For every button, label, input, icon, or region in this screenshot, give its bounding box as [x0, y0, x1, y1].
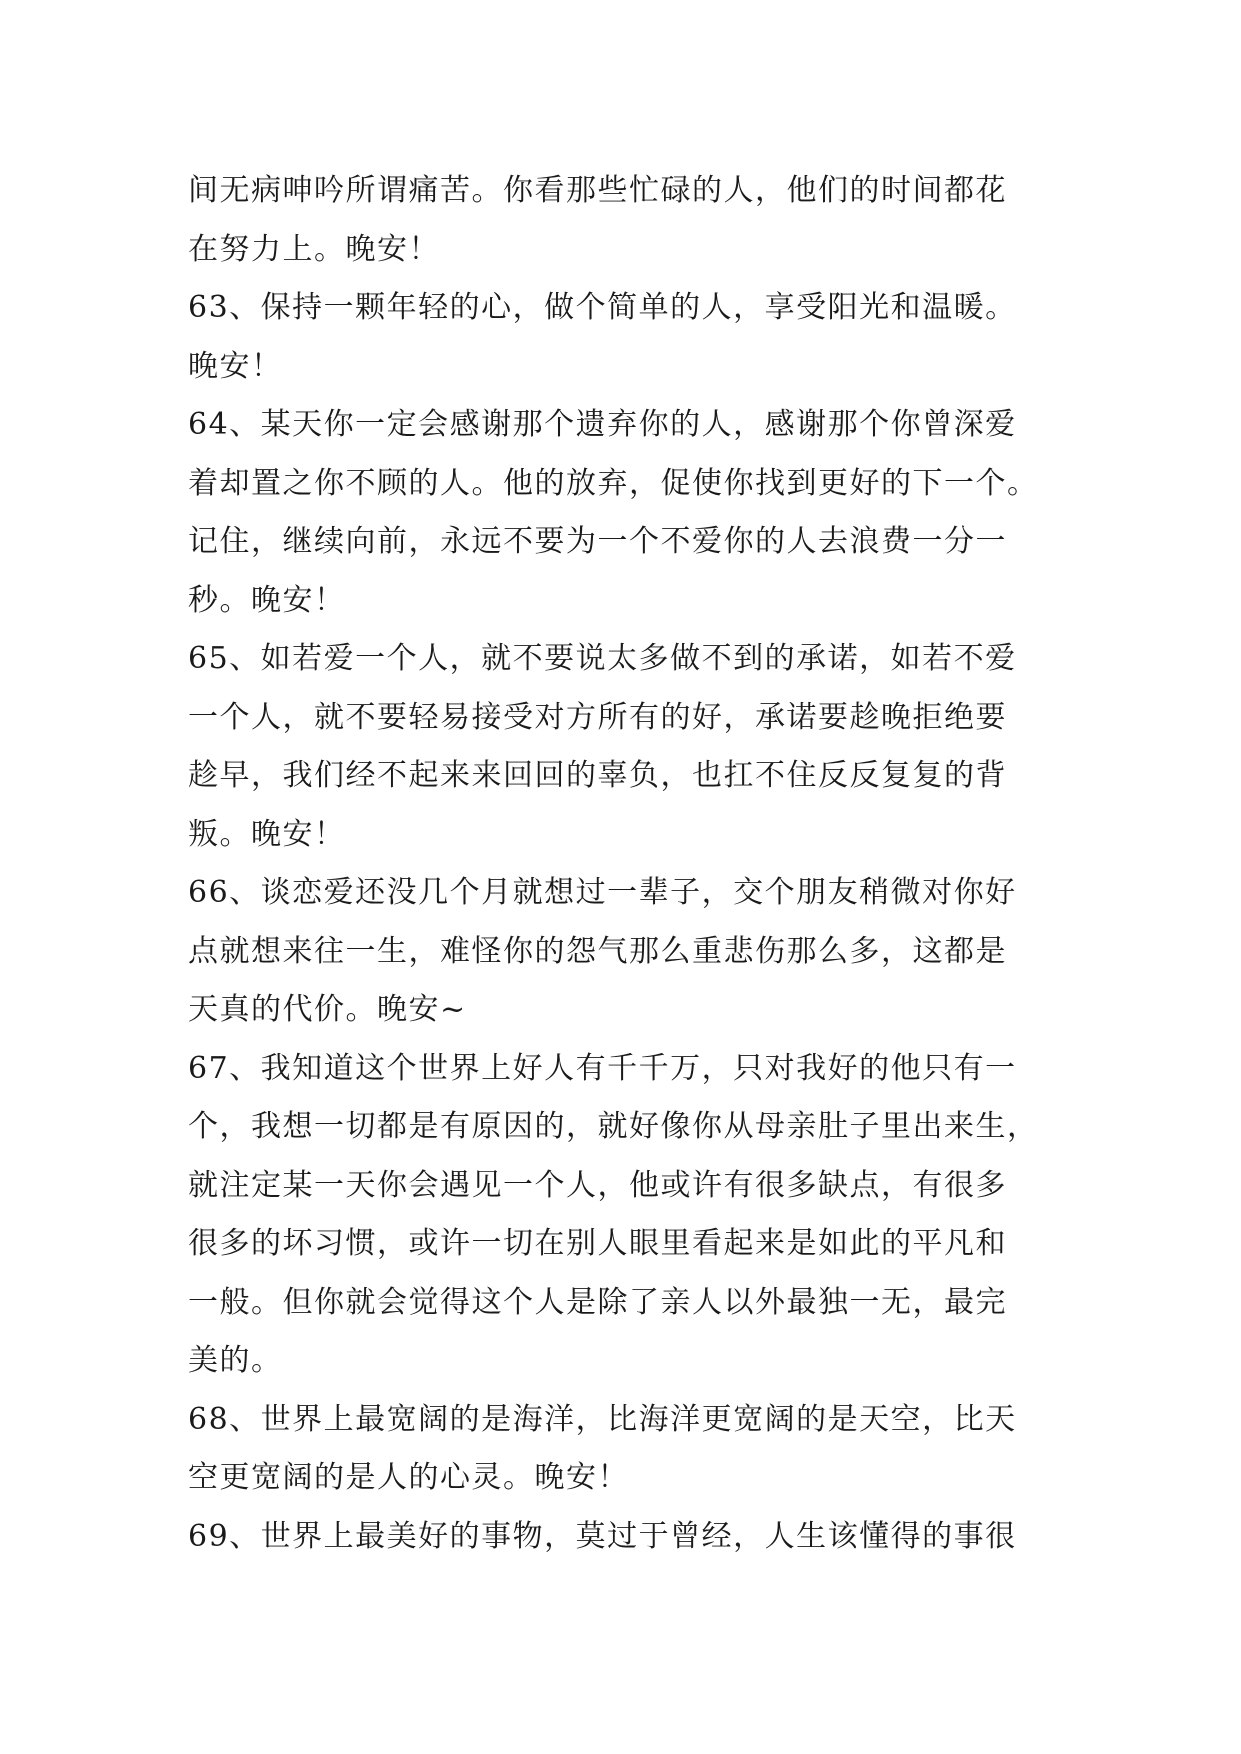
text-line: 在努力上。晚安！ — [188, 231, 440, 267]
text-line: 点就想来往一生，难怪你的怨气那么重悲伤那么多，这都是 — [188, 933, 1007, 969]
text-line: 很多的坏习惯，或许一切在别人眼里看起来是如此的平凡和 — [188, 1226, 1007, 1261]
text-line: 着却置之你不顾的人。他的放弃，促使你找到更好的下一个。 — [188, 465, 1039, 501]
text-line: 就注定某一天你会遇见一个人，他或许有很多缺点，有很多 — [188, 1167, 1007, 1203]
text-line: 67、我知道这个世界上好人有千千万，只对我好的他只有一 — [188, 1050, 1017, 1086]
text-line: 69、世界上最美好的事物，莫过于曾经，人生该懂得的事很 — [188, 1518, 1017, 1554]
text-line: 68、世界上最宽阔的是海洋，比海洋更宽阔的是天空，比天 — [188, 1401, 1017, 1437]
text-line: 秒。晚安！ — [188, 582, 346, 618]
text-line: 66、谈恋爱还没几个月就想过一辈子，交个朋友稍微对你好 — [188, 875, 1017, 910]
text-line: 记住，继续向前，永远不要为一个不爱你的人去浪费一分一 — [188, 524, 1007, 559]
text-line: 晚安！ — [188, 348, 283, 384]
text-line: 一般。但你就会觉得这个人是除了亲人以外最独一无，最完 — [188, 1284, 1007, 1320]
text-line: 叛。晚安！ — [188, 816, 346, 852]
text-line: 间无病呻吟所谓痛苦。你看那些忙碌的人，他们的时间都花 — [188, 173, 1007, 208]
text-line: 63、保持一颗年轻的心，做个简单的人，享受阳光和温暖。 — [188, 290, 1017, 325]
text-line: 64、某天你一定会感谢那个遗弃你的人，感谢那个你曾深爱 — [188, 407, 1017, 442]
text-line: 空更宽阔的是人的心灵。晚安！ — [188, 1460, 629, 1495]
text-line: 美的。 — [188, 1343, 283, 1378]
text-line: 趁早，我们经不起来来回回的辜负，也扛不住反反复复的背 — [188, 758, 1007, 793]
text-line: 65、如若爱一个人，就不要说太多做不到的承诺，如若不爱 — [188, 641, 1017, 676]
text-line: 个，我想一切都是有原因的，就好像你从母亲肚子里出来生， — [188, 1109, 1039, 1144]
text-line: 一个人，就不要轻易接受对方所有的好，承诺要趁晚拒绝要 — [188, 699, 1007, 735]
text-line: 天真的代价。晚安~ — [188, 992, 467, 1027]
document-body — [188, 162, 1068, 1566]
